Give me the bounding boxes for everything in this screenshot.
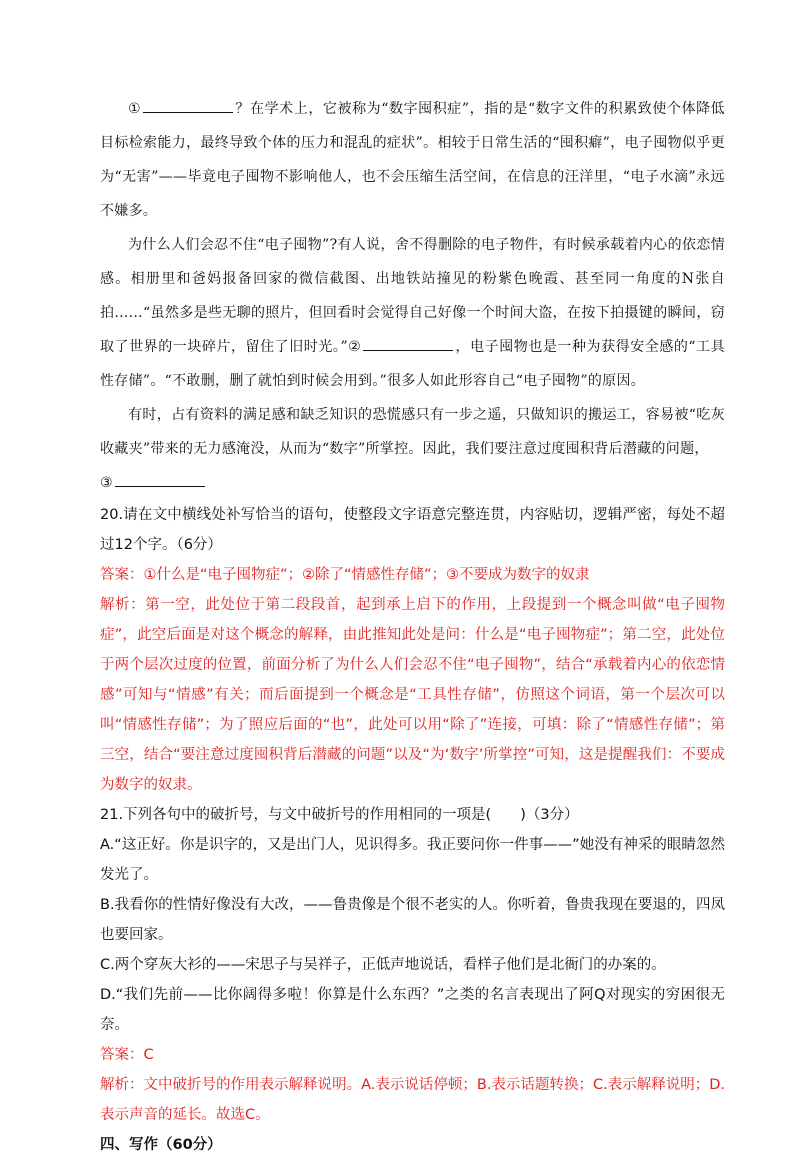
fill-blank-3[interactable] [115,472,205,487]
question-20-stem: 20.请在文中横线处补写恰当的语句，使整段文字语意完整连贯，内容贴切，逻辑严密，每处不超过12个字。（6分） [100,507,725,553]
section-4-heading: 四、写作（60分） [100,1137,222,1153]
question-21-analysis: 解析：文中破折号的作用表示解释说明。A.表示说话停顿；B.表示话题转换；C.表示解释说明；D.表示声音的延长。故选C。 [100,1077,725,1123]
passage-paragraph-1-text: ？在学术上，它被称为“数字囤积症”，指的是“数字文件的积累致使个体降低目标检索能力，最终导致个体的压力和混乱的症状”。相较于日常生活的“囤积癖”，电子囤物似乎更为“无害”——毕竟电子囤物不影响他人，也不会压缩生活空间，在信息的汪洋里，“电子水滴”永远不嫌多。 [100,101,725,219]
question-21-stem: 21.下列各句中的破折号，与文中破折号的作用相同的一项是( )（3分） [100,807,579,823]
reading-passage [100,92,725,500]
passage-paragraph-3-text: 有时，占有资料的满足感和缺乏知识的恐慌感只有一步之遥，只做知识的搬运工，容易被“吃灰收藏夹”带来的无力感淹没，从而为“数字”所掌控。因此，我们要注意过度囤积背后潜藏的问题， [100,407,725,457]
passage-paragraph-2 [100,228,725,398]
passage-paragraph-3-blank-line [100,466,725,500]
question-20-answer: 答案：①什么是“电子囤物症”；②除了“情感性存储”；③不要成为数字的奴隶 [100,567,590,583]
question-21-option-c: C.两个穿灰大衫的——宋思子与吴祥子，正低声地说话，看样子他们是北衙门的办案的。 [100,957,666,973]
question-20-analysis: 解析：第一空，此处位于第二段段首，起到承上启下的作用，上段提到一个概念叫做“电子囤物症”，此空后面是对这个概念的解释，由此推知此处是问：什么是“电子囤物症”；第二空，此处位于两个层次过度的位置，前面分析了为什么人们会忍不住“电子囤物”，结合“承载着内心的依恋情感”可知与“情感”有关；而后面提到一个概念是“工具性存储”，仿照这个词语，第一个层次可以叫“情感性存储”；为了照应后面的“也”，此处可以用“除了”连接，可填：除了“情感性存储”；第三空，结合“要注意过度囤积背后潜藏的问题”以及“为‘数字’所掌控”可知，这是提醒我们：不要成为数字的奴隶。 [100,597,725,793]
question-21-answer: 答案：C [100,1047,154,1063]
passage-paragraph-3 [100,398,725,466]
question-21-option-a: A.“这正好。你是识字的，又是出门人，见识得多。我正要问你一件事——”她没有神采的眼睛忽然发光了。 [100,837,725,883]
blank-marker-3: ③ [100,475,113,491]
passage-paragraph-1 [100,92,725,228]
question-20 [100,500,725,800]
question-21-option-d: D.“我们先前——比你阔得多啦！你算是什么东西？”之类的名言表现出了阿Q对现实的穷困很无奈。 [100,987,725,1033]
document-page [100,92,725,1160]
blank-marker-2: ② [347,339,362,355]
fill-blank-2[interactable] [363,336,453,351]
question-21 [100,800,725,1130]
blank-marker-1: ① [128,101,142,117]
passage-paragraph-2-text-b: ，电子囤物也是一种为获得安全感的“工具性存储”。“不敢删，删了就怕到时候会用到。”很多人如此形容自己“电子囤物”的原因。 [100,339,725,389]
passage-paragraph-2-text-a: 为什么人们会忍不住“电子囤物”?有人说，舍不得删除的电子物件，有时候承载着内心的依恋情感。相册里和爸妈报备回家的微信截图、出地铁站撞见的粉紫色晚霞、甚至同一角度的N张自拍……“虽然多是些无聊的照片，但回看时会觉得自己好像一个时间大盗，在按下拍摄键的瞬间，窃取了世界的一块碎片，留住了旧时光。” [100,237,725,355]
question-21-option-b: B.我看你的性情好像没有大改，——鲁贵像是个很不老实的人。你听着，鲁贵我现在要退的，四凤也要回家。 [100,897,725,943]
fill-blank-1[interactable] [143,98,233,113]
